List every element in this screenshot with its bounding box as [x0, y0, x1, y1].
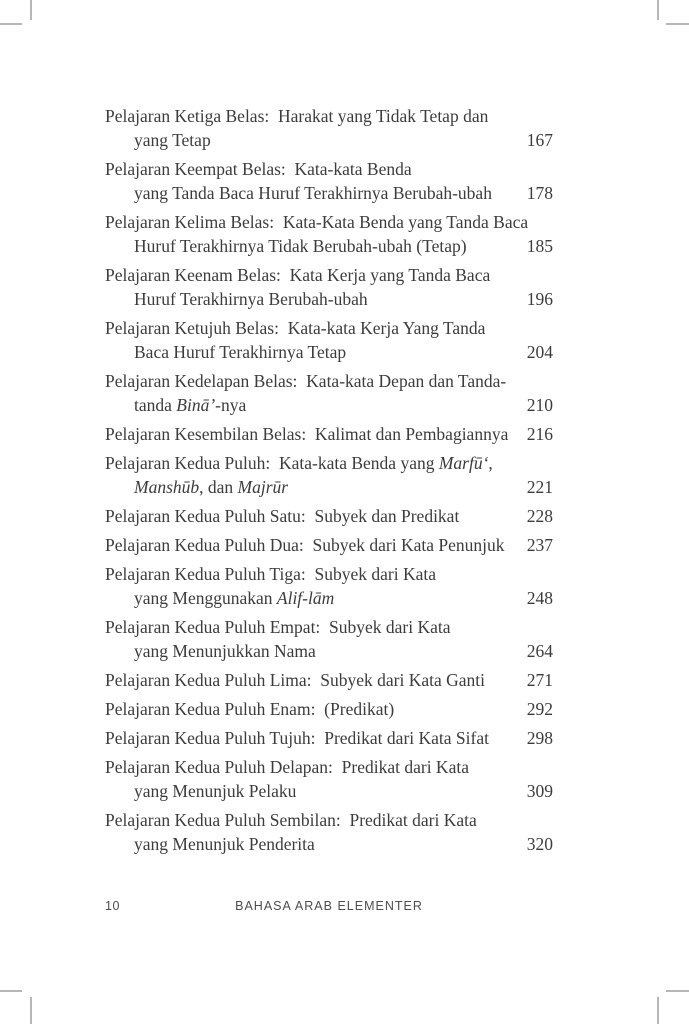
toc-entry-title: Pelajaran Kedua Puluh: Kata-kata Benda yang Marfū‘, [105, 453, 493, 473]
toc-line [105, 808, 553, 832]
toc-entry-title: yang Menunjukkan Nama [134, 641, 316, 661]
toc-page-number: 309 [526, 781, 553, 801]
toc-line [105, 128, 553, 152]
toc-entry-title: Pelajaran Kedua Puluh Lima: Subyek dari Kata Ganti [105, 670, 486, 690]
toc-entry-title: Pelajaran Kedua Puluh Satu: Subyek dan Predikat [105, 506, 460, 526]
crop-mark-top-left-vertical [30, 0, 32, 20]
crop-mark-top-right-horizontal [666, 23, 689, 25]
toc-line [105, 157, 553, 181]
toc-entry [105, 615, 553, 663]
toc-page-number: 167 [526, 130, 553, 150]
toc-page-number: 204 [526, 342, 553, 362]
toc-entry [105, 451, 553, 499]
toc-line [105, 697, 553, 721]
toc-entry-title: yang Menunjuk Pelaku [134, 781, 297, 801]
toc-page-number: 185 [526, 236, 553, 256]
toc-entry [105, 697, 553, 721]
toc-entry-title: Pelajaran Kedua Puluh Delapan: Predikat dari Kata [105, 757, 469, 777]
toc-line [105, 287, 553, 311]
toc-entry-title: Pelajaran Kedua Puluh Enam: (Predikat) [105, 699, 395, 719]
toc-entry [105, 422, 553, 446]
toc-entry-title: Pelajaran Kedelapan Belas: Kata-kata Depan dan Tanda- [105, 371, 507, 391]
toc-line [105, 562, 553, 586]
toc-entry-title: tanda Binā’-nya [134, 395, 247, 415]
toc-entry-title: yang Menggunakan Alif-lām [134, 588, 335, 608]
toc-entry [105, 316, 553, 364]
toc-entry-title: Pelajaran Ketujuh Belas: Kata-kata Kerja Yang Tanda [105, 318, 486, 338]
toc-page-number: 196 [526, 289, 553, 309]
toc-entry-title: Pelajaran Kedua Puluh Tiga: Subyek dari Kata [105, 564, 436, 584]
toc-line [105, 234, 553, 258]
toc-page-number: 320 [526, 834, 553, 854]
toc-line [105, 475, 553, 499]
toc-line [105, 639, 553, 663]
toc-line [105, 726, 553, 750]
page-footer [105, 899, 553, 915]
toc-entry [105, 726, 553, 750]
toc-line [105, 104, 553, 128]
toc-entry-title: Pelajaran Ketiga Belas: Harakat yang Tidak Tetap dan [105, 106, 489, 126]
toc-entry-title: Huruf Terakhirnya Tidak Berubah-ubah (Tetap) [134, 236, 467, 256]
toc-line [105, 586, 553, 610]
toc-entry-title: Manshūb, dan Majrūr [134, 477, 289, 497]
toc-entry-title: Pelajaran Keempat Belas: Kata-kata Benda [105, 159, 412, 179]
toc-entry [105, 157, 553, 205]
toc-page-number: 271 [526, 670, 553, 690]
toc-page-number: 292 [526, 699, 553, 719]
toc-entry-title: Baca Huruf Terakhirnya Tetap [134, 342, 347, 362]
toc-line [105, 779, 553, 803]
toc-entry [105, 104, 553, 152]
toc-page-number: 248 [526, 588, 553, 608]
toc-line [105, 263, 553, 287]
toc-entry [105, 755, 553, 803]
toc-entry-title: Pelajaran Kesembilan Belas: Kalimat dan Pembagiannya [105, 424, 509, 444]
toc-entry [105, 562, 553, 610]
table-of-contents [105, 104, 553, 861]
toc-entry-title: yang Menunjuk Penderita [134, 834, 315, 854]
toc-line [105, 755, 553, 779]
toc-entry-title: yang Tetap [134, 130, 211, 150]
toc-line [105, 533, 553, 557]
toc-entry-title: yang Tanda Baca Huruf Terakhirnya Berubah-ubah [134, 183, 492, 203]
toc-entry [105, 210, 553, 258]
toc-entry [105, 533, 553, 557]
crop-mark-bottom-left-vertical [30, 997, 32, 1024]
toc-entry [105, 668, 553, 692]
toc-line [105, 668, 553, 692]
toc-line [105, 393, 553, 417]
toc-line [105, 422, 553, 446]
toc-page-number: 178 [526, 183, 553, 203]
toc-page-number: 228 [526, 506, 553, 526]
toc-entry [105, 808, 553, 856]
toc-line [105, 832, 553, 856]
toc-line [105, 181, 553, 205]
toc-entry-title: Pelajaran Kelima Belas: Kata-Kata Benda yang Tanda Baca [105, 212, 529, 232]
toc-entry-title: Pelajaran Kedua Puluh Tujuh: Predikat dari Kata Sifat [105, 728, 489, 748]
crop-mark-bottom-left-horizontal [0, 990, 22, 992]
toc-line [105, 316, 553, 340]
toc-page-number: 221 [526, 477, 553, 497]
toc-line [105, 369, 553, 393]
toc-entry [105, 263, 553, 311]
running-title: BAHASA ARAB ELEMENTER [235, 899, 423, 913]
toc-line [105, 451, 553, 475]
toc-line [105, 340, 553, 364]
toc-entry-title: Pelajaran Kedua Puluh Empat: Subyek dari Kata [105, 617, 451, 637]
crop-mark-top-right-vertical [657, 0, 659, 20]
toc-line [105, 615, 553, 639]
page-number: 10 [105, 899, 120, 913]
toc-page-number: 298 [526, 728, 553, 748]
toc-entry [105, 369, 553, 417]
toc-entry-title: Pelajaran Kedua Puluh Dua: Subyek dari Kata Penunjuk [105, 535, 505, 555]
toc-page-number: 210 [526, 395, 553, 415]
crop-mark-top-left-horizontal [0, 23, 22, 25]
crop-mark-bottom-right-vertical [657, 997, 659, 1024]
toc-page-number: 264 [526, 641, 553, 661]
toc-page-number: 237 [526, 535, 553, 555]
crop-mark-bottom-right-horizontal [666, 990, 689, 992]
toc-entry-title: Pelajaran Kedua Puluh Sembilan: Predikat dari Kata [105, 810, 477, 830]
toc-page-number: 216 [526, 424, 553, 444]
toc-line [105, 210, 553, 234]
toc-entry-title: Huruf Terakhirnya Berubah-ubah [134, 289, 368, 309]
toc-entry [105, 504, 553, 528]
toc-entry-title: Pelajaran Keenam Belas: Kata Kerja yang Tanda Baca [105, 265, 491, 285]
toc-line [105, 504, 553, 528]
